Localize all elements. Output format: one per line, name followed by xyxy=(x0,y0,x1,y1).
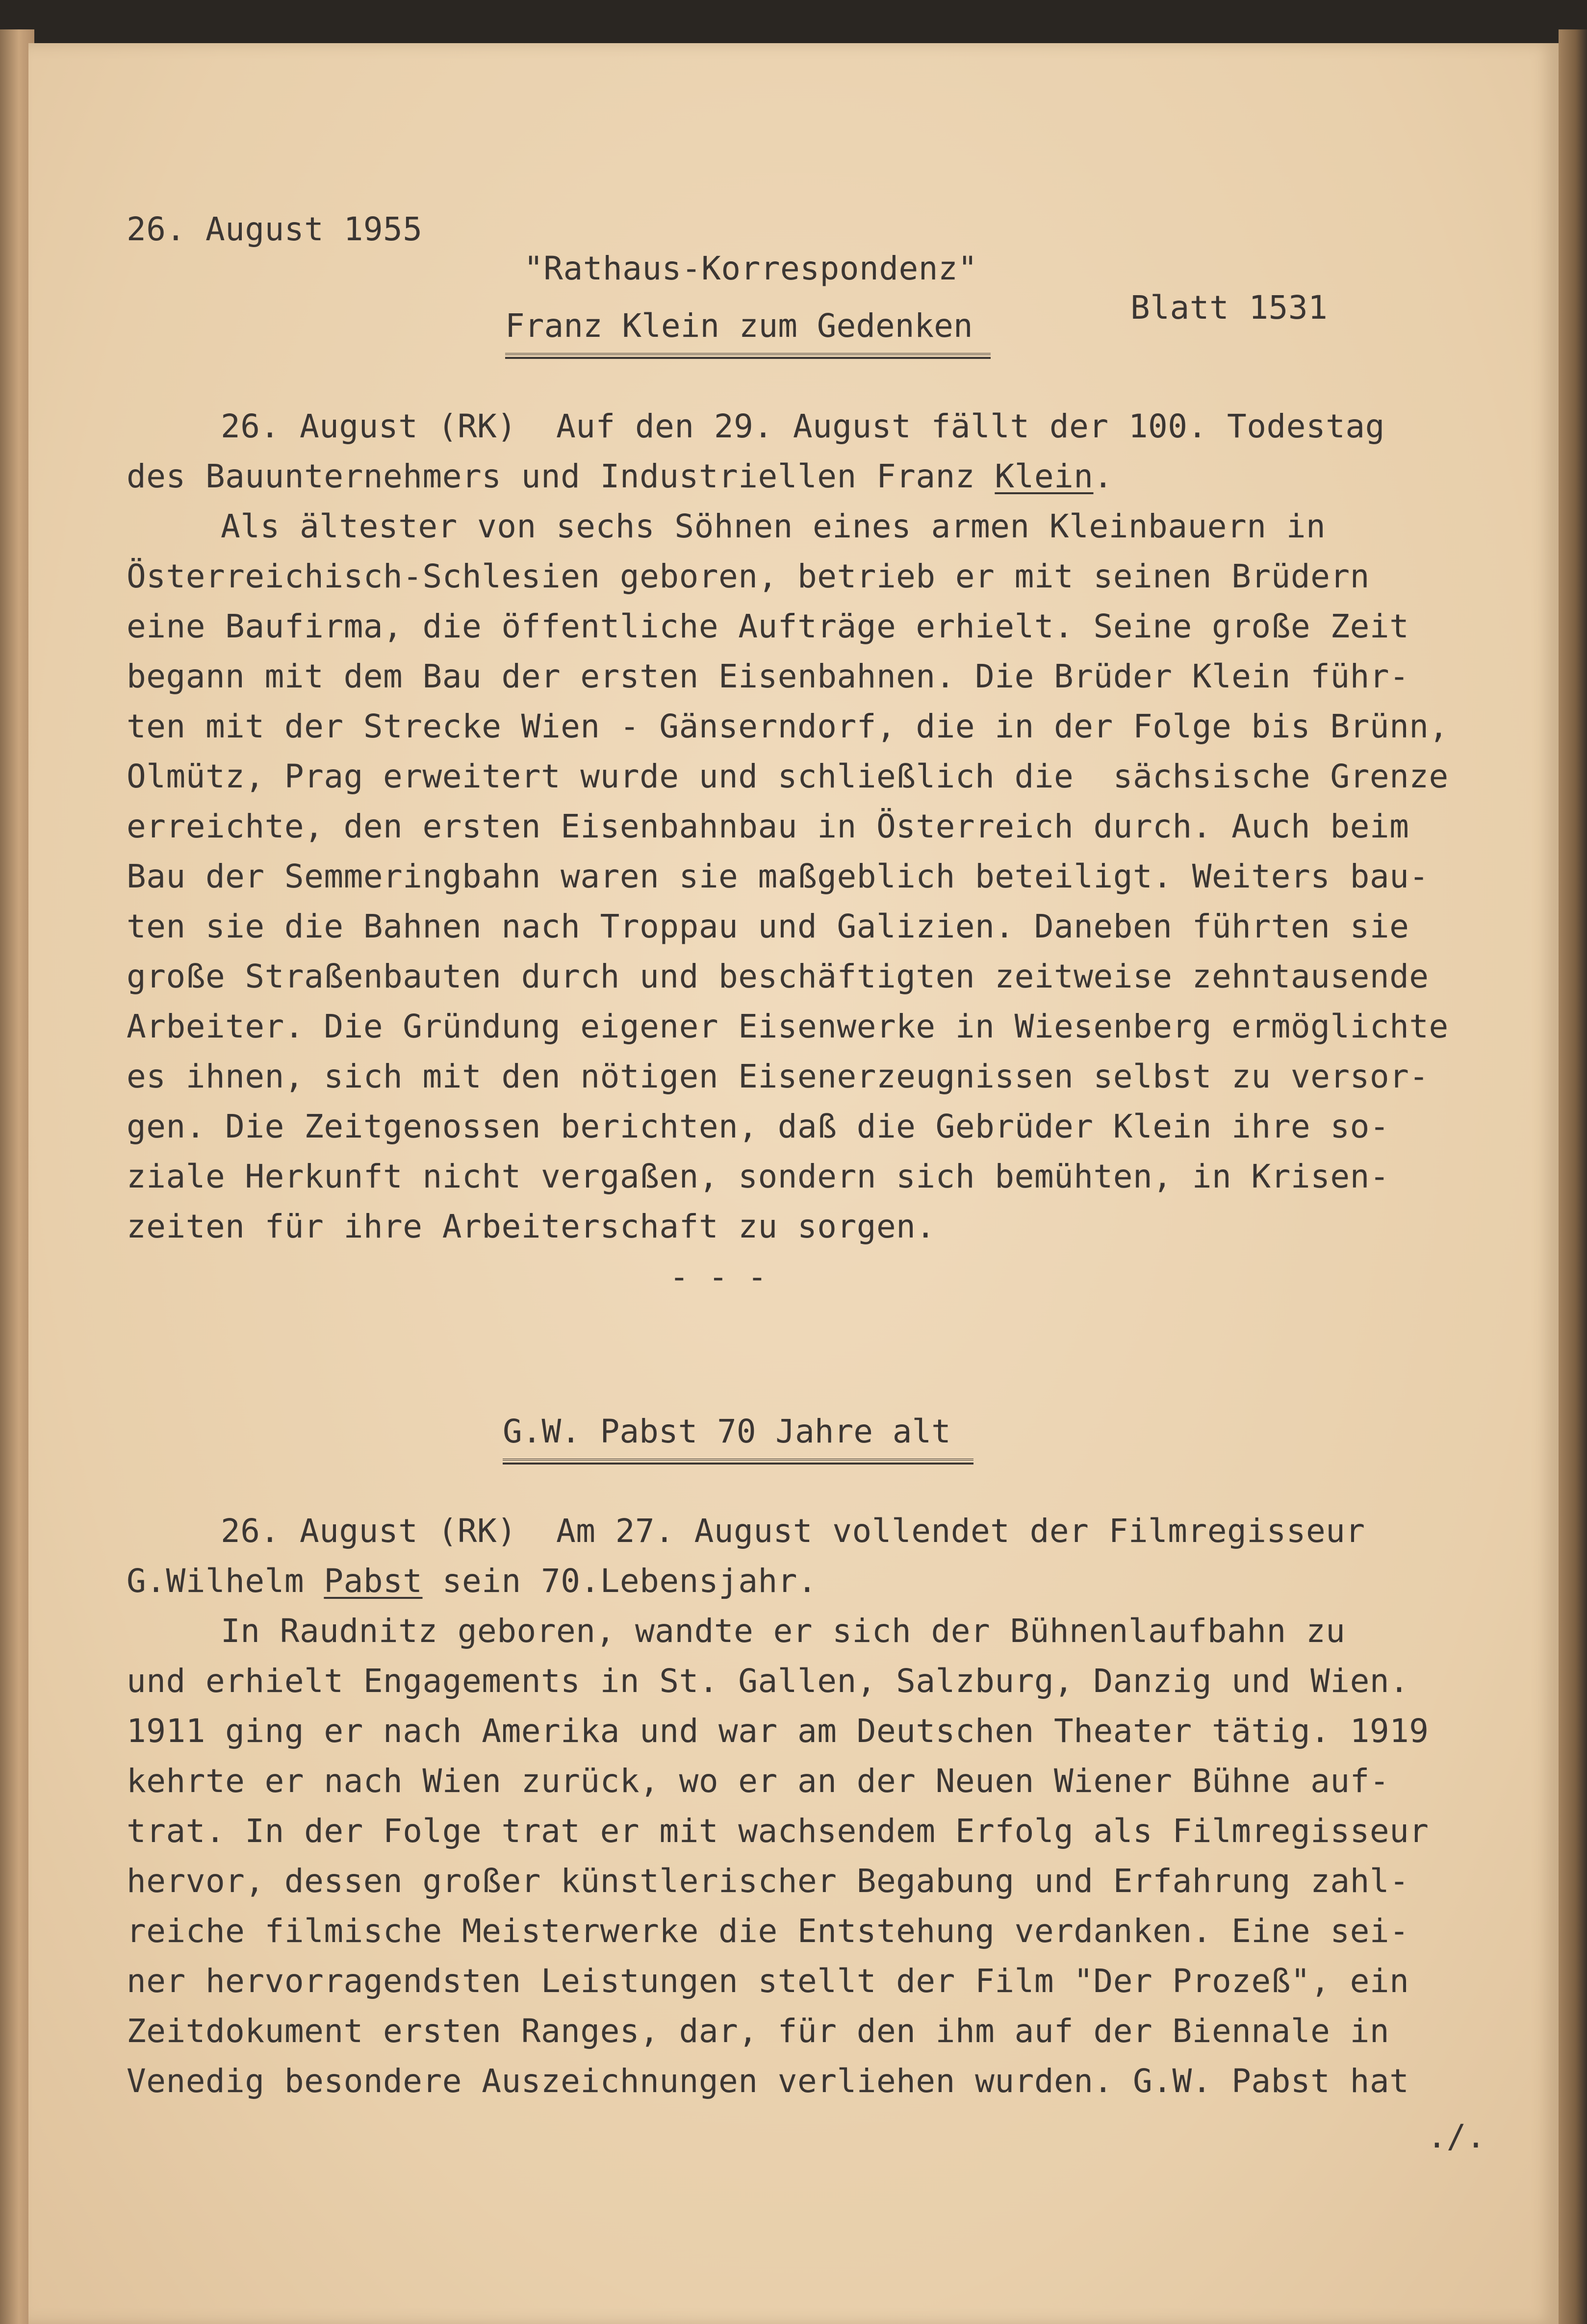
article2-line-11: Zeitdokument ersten Ranges, dar, für den ihm auf der Biennale in xyxy=(127,2012,1390,2050)
continuation-mark: ./. xyxy=(1427,2118,1486,2155)
underlined-name: Pabst xyxy=(324,1562,423,1600)
article2-line-3: In Raudnitz geboren, wandte er sich der Bühnenlaufbahn zu xyxy=(221,1612,1346,1650)
article1-line-6: begann mit dem Bau der ersten Eisenbahnen. Die Brüder Klein führ- xyxy=(127,657,1409,695)
article2-line-2: G.Wilhelm Pabst sein 70.Lebensjahr. xyxy=(127,1562,818,1600)
header-publication: "Rathaus-Korrespondenz" xyxy=(524,250,978,287)
article2-line-10: ner hervorragendsten Leistungen stellt der Film "Der Prozeß", ein xyxy=(127,1962,1409,2000)
article2-title: G.W. Pabst 70 Jahre alt xyxy=(503,1413,951,1450)
article1-line-7: ten mit der Strecke Wien - Gänserndorf, die in der Folge bis Brünn, xyxy=(127,707,1449,745)
article2-line-8: hervor, dessen großer künstlerischer Begabung und Erfahrung zahl- xyxy=(127,1862,1409,1900)
header-date: 26. August 1955 xyxy=(127,210,423,248)
article1-line-4: Österreichisch-Schlesien geboren, betrieb er mit seinen Brüdern xyxy=(127,557,1370,595)
underlined-name: Klein xyxy=(995,457,1094,495)
article2-line-9: reiche filmische Meisterwerke die Entstehung verdanken. Eine sei- xyxy=(127,1912,1409,1950)
article2-line-1: 26. August (RK) Am 27. August vollendet der Filmregisseur xyxy=(221,1512,1365,1550)
article1-line-13: Arbeiter. Die Gründung eigener Eisenwerke in Wiesenberg ermöglichte xyxy=(127,1008,1449,1045)
article2-line-7: trat. In der Folge trat er mit wachsendem Erfolg als Filmregisseur xyxy=(127,1812,1429,1850)
article1-line-15: gen. Die Zeitgenossen berichten, daß die Gebrüder Klein ihre so- xyxy=(127,1108,1390,1145)
article1-line-10: Bau der Semmeringbahn waren sie maßgeblich beteiligt. Weiters bau- xyxy=(127,858,1429,895)
article1-line-3: Als ältester von sechs Söhnen eines armen Kleinbauern in xyxy=(221,507,1326,545)
page-edge-right xyxy=(1559,29,1587,2324)
article1-line-1: 26. August (RK) Auf den 29. August fällt der 100. Todestag xyxy=(221,407,1385,445)
article1-line-8: Olmütz, Prag erweitert wurde und schließlich die sächsische Grenze xyxy=(127,758,1449,795)
article1-line-5: eine Baufirma, die öffentliche Aufträge erhielt. Seine große Zeit xyxy=(127,607,1409,645)
article2-line-5: 1911 ging er nach Amerika und war am Deutschen Theater tätig. 1919 xyxy=(127,1712,1429,1750)
article1-line-11: ten sie die Bahnen nach Troppau und Galizien. Daneben führten sie xyxy=(127,908,1409,945)
header-sheet-number: Blatt 1531 xyxy=(1130,289,1328,327)
article2-line-4: und erhielt Engagements in St. Gallen, Salzburg, Danzig und Wien. xyxy=(127,1662,1409,1700)
article1-line-16: ziale Herkunft nicht vergaßen, sondern sich bemühten, in Krisen- xyxy=(127,1158,1390,1195)
article1-title-rule xyxy=(505,353,991,359)
article1-line-12: große Straßenbauten durch und beschäftigten zeitweise zehntausende xyxy=(127,958,1429,995)
article2-line-6: kehrte er nach Wien zurück, wo er an der Neuen Wiener Bühne auf- xyxy=(127,1762,1390,1800)
article2-title-rule xyxy=(503,1459,973,1465)
article1-title: Franz Klein zum Gedenken xyxy=(505,307,973,345)
article1-line-2: des Bauunternehmers und Industriellen Franz Klein. xyxy=(127,457,1113,495)
article1-line-14: es ihnen, sich mit den nötigen Eisenerzeugnissen selbst zu versor- xyxy=(127,1058,1429,1095)
section-separator: - - - xyxy=(669,1258,767,1296)
article1-line-9: erreichte, den ersten Eisenbahnbau in Österreich durch. Auch beim xyxy=(127,808,1409,845)
article2-line-12: Venedig besondere Auszeichnungen verliehen wurden. G.W. Pabst hat xyxy=(127,2062,1409,2100)
article1-line-17: zeiten für ihre Arbeiterschaft zu sorgen. xyxy=(127,1208,936,1245)
